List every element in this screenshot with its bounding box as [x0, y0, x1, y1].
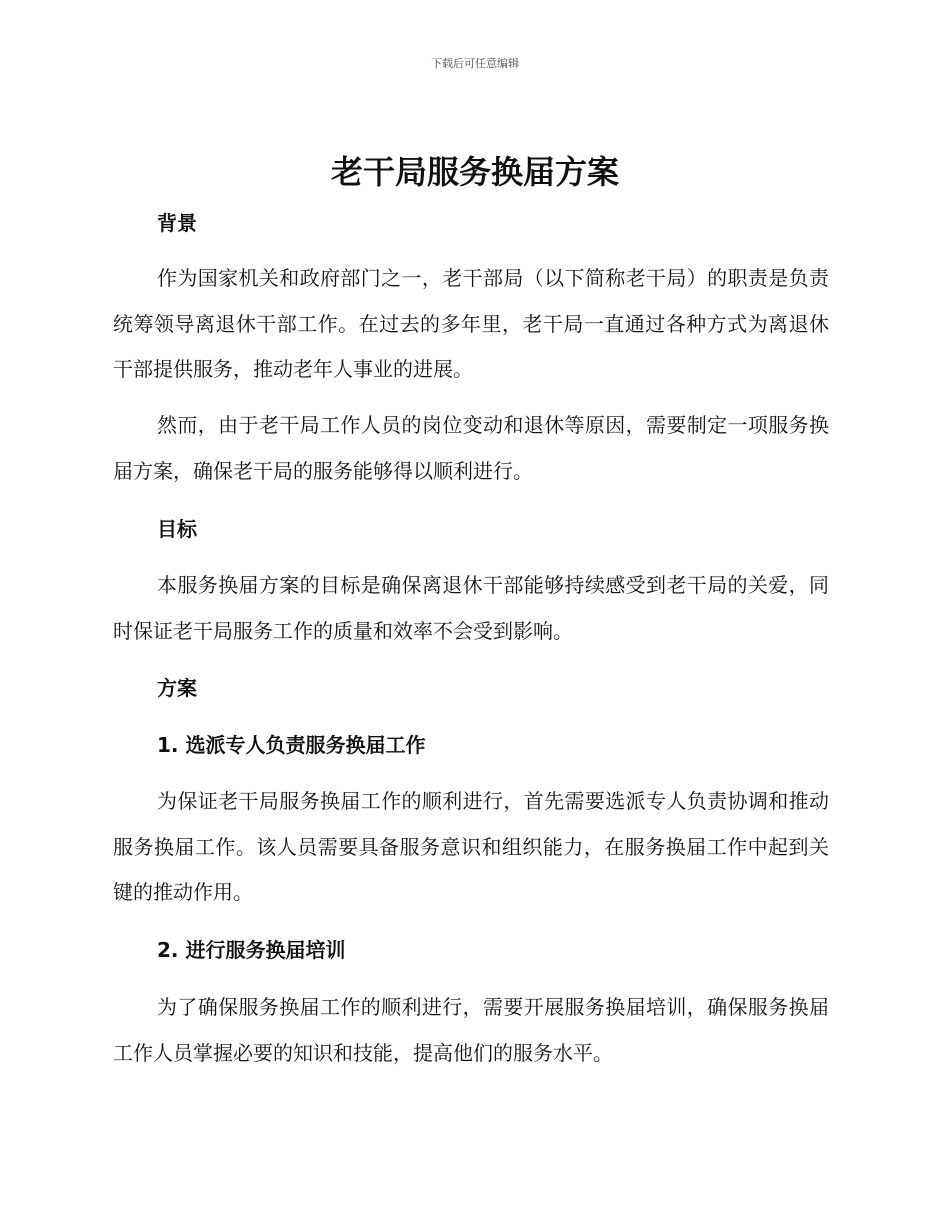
- goal-paragraph-1: 本服务换届方案的目标是确保离退休干部能够持续感受到老干局的关爱，同时保证老干局服务工作的质量和效率不会受到影响。: [113, 573, 829, 643]
- background-paragraph-1: 作为国家机关和政府部门之一，老干部局（以下简称老干局）的职责是负责统筹领导离退休干部工作。在过去的多年里，老干局一直通过各种方式为离退休干部提供服务，推动老年人事业的进展。: [113, 266, 829, 381]
- plan-item-2-heading: 2. 进行服务换届培训: [157, 938, 346, 962]
- plan-item-2-paragraph: 为了确保服务换届工作的顺利进行，需要开展服务换届培训，确保服务换届工作人员掌握必要的知识和技能，提高他们的服务水平。: [113, 995, 829, 1065]
- plan-item-1-heading: 1. 选派专人负责服务换届工作: [157, 733, 426, 757]
- section-heading-goal: 目标: [157, 517, 197, 541]
- section-heading-background: 背景: [157, 211, 197, 235]
- document-title: 老干局服务换届方案: [330, 153, 619, 191]
- section-heading-plan: 方案: [157, 676, 197, 700]
- plan-item-1-paragraph: 为保证老干局服务换届工作的顺利进行，首先需要选派专人负责协调和推动服务换届工作。该人员需要具备服务意识和组织能力，在服务换届工作中起到关键的推动作用。: [113, 789, 829, 904]
- background-paragraph-2: 然而，由于老干局工作人员的岗位变动和退休等原因，需要制定一项服务换届方案，确保老干局的服务能够得以顺利进行。: [113, 413, 829, 483]
- header-note: 下载后可任意编辑: [431, 57, 519, 70]
